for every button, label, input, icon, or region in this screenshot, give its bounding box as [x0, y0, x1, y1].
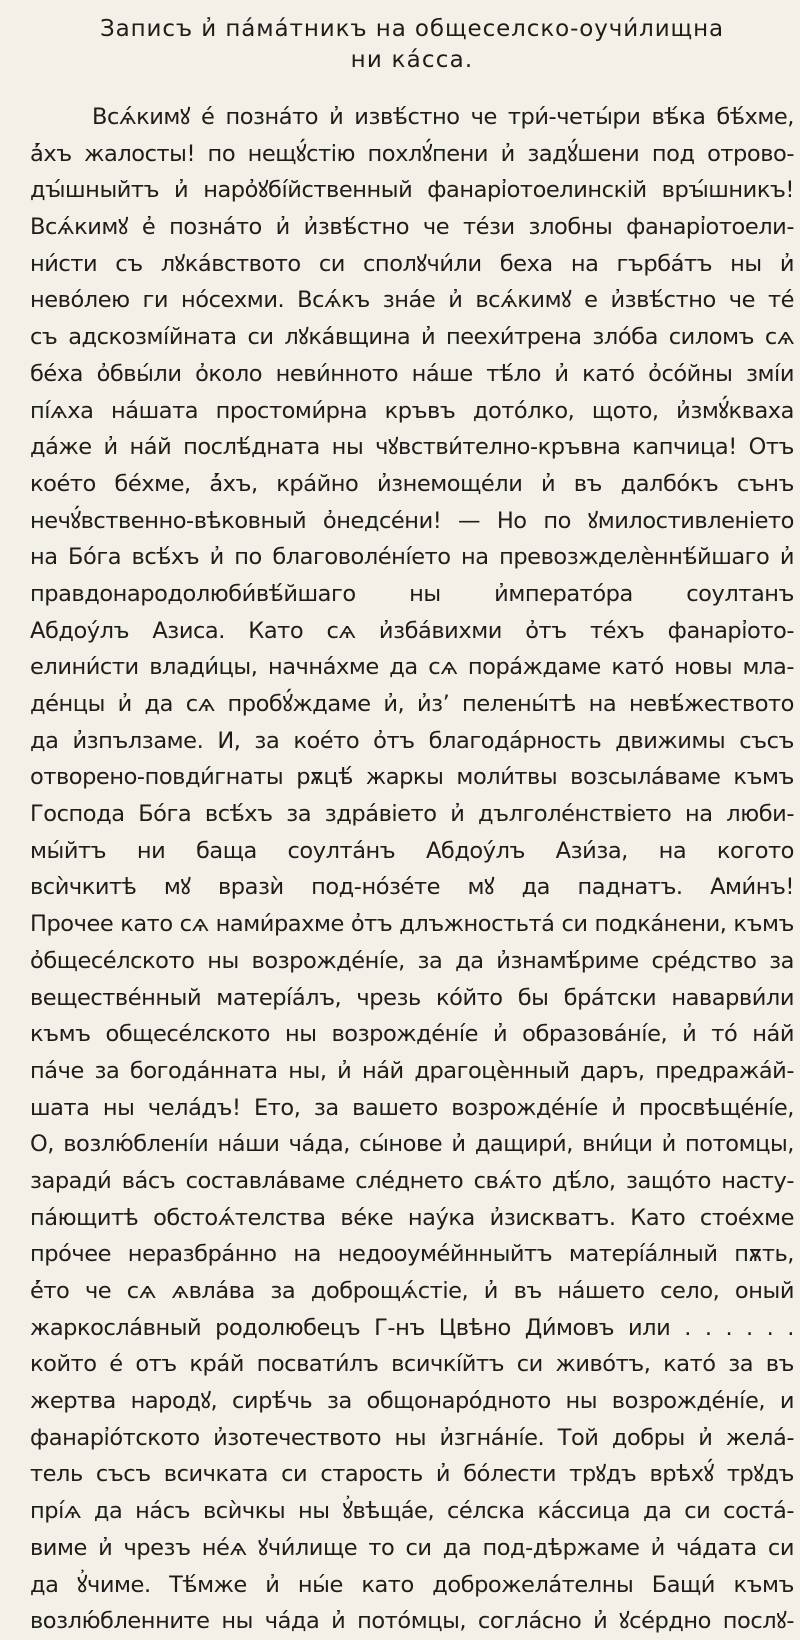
text-line: Всѧ́кимꙋ е҆ позна́то и҆ и҆звѣ́стно че те́зи злобны фанарі҆отоели-: [30, 214, 794, 241]
text-line: Абдоу́лъ Азиса. Като сѧ и҆зба́вихми о҆тъ те́хъ фанарі҆ото-: [30, 617, 794, 644]
text-line: на Бо́га всѣ́хъ и҆ по благоволе́ні́ето на превозжделѐннѣ́йшаго и҆: [30, 544, 794, 571]
text-line: шата ны чела́дъ! Ето, за вашето возрожде́ні́е и҆ просвѣще́ні́е,: [30, 1094, 794, 1121]
text-line: веществе́нный матері́а́лъ, чрезь ко́йто бы бра́тски наварви́ли: [30, 984, 794, 1011]
text-line: дꙑ́шныйтъ и҆ наро҆ꙋбі́йственный фанарі҆отоелинскій врꙑ́шникъ!: [30, 177, 794, 204]
text-line: мы́йтъ ни баща соулта́нъ Абдоу́лъ Ази́за, на когото: [30, 837, 794, 864]
text-line: къмъ общесе́лското ны возрожде́ні́е и҆ образова́ні́е, и҆ то́ на́й: [30, 1021, 794, 1048]
text-line: о҆бщесе́лското ны возрожде́ні́е, за да и҆знамѣ́риме сре́дство за: [30, 947, 794, 974]
text-line: про́чее неразбра́нно на недооуме́йнныйтъ матері́а́лный пѫть,: [30, 1241, 794, 1268]
title-line: Записъ и҆ па́ма́тникъ на общеселско-оучи́лищна: [99, 16, 725, 42]
text-line: возлю́бленните ны ча́да и҆ пото́мцы, согла́сно и҆ ꙋсе́рдно послꙋ-: [30, 1608, 794, 1635]
text-line: всѝчкитѣ мꙋ вразѝ под-но́зе́те мꙋ да паднатъ. Ами́нъ!: [30, 874, 794, 901]
text-line: нево́лею ги но́сехми. Всѧ́къ зна́е и҆ всѧ́кимꙋ е и҆звѣ́стно че те́: [30, 287, 794, 314]
text-line: да́же и҆ на́й послѣ́дната ны чꙋвстви́телно-кръвна капчица! Отъ: [30, 434, 794, 461]
text-line: Прочее като сѧ нами́рахме о҆тъ длъжностьта́ си подка́нени, къмъ: [30, 911, 794, 938]
text-line: прі́ѧ да на́съ всѝчкы ны ꙋ҆вѣща́е, се́лска ка́ссица да си соста́-: [30, 1498, 794, 1525]
text-line: пі́ѧха на́шата простоми́рна кръвъ дото́лко, щото, и҆змꙋ́кваха: [30, 397, 794, 424]
text-line: О, возлю́блені́и на́ши ча́да, сы́нове и҆ дащири́, вни́ци и҆ потомцы,: [30, 1131, 794, 1158]
text-line: а҆́хъ жалосты! по нещꙋ́стію похлꙋ́пени и҆ задꙋ́шени под отрово-: [30, 140, 794, 167]
text-line: ни́сти съ лꙋка́вството си сполꙋчи́ли беха на гърба́тъ ны и҆: [30, 250, 794, 277]
document-body: [30, 99, 794, 1640]
text-line: фанарі҆о́тското и҆зотечеството ны и҆згна́ні́е. Той добры и҆ жела́-: [30, 1424, 794, 1451]
text-line: заради́ ва́съ составла́ваме сле́днето свѧ́то дѣ́ло, защо́то насту-: [30, 1167, 794, 1194]
text-line: да ꙋ҆чиме. Тѣ́мже и҆ ны́е като доброжела́телны Бащи́ къмъ: [30, 1571, 794, 1598]
text-line: който е́ отъ кра́й посвати́лъ всичкі́йтъ си живо́тъ, като́ за въ: [30, 1351, 794, 1378]
text-line: елини́сти влади́цы, начна́хме да сѧ пора́ждаме като́ новы мла-: [30, 654, 794, 681]
text-line: жаркосла́вный родолюбецъ Г-нъ Цвѣно Ди́мовъ или . . . . . .: [30, 1314, 794, 1341]
document-title: [30, 14, 794, 76]
text-line: де́нцы и҆ да сѧ пробꙋ́ждаме и҆, и҆з’ пелены́тѣ на невѣ́жеството: [30, 691, 794, 717]
text-line: па́че за богода́нната ны, и҆ на́й драгоцѐнный даръ, предража́й-: [30, 1057, 794, 1084]
text-line: е҆́то че сѧ ѧвла́ва за доброщѧ́стіе, и҆ въ на́шето село, оный: [30, 1278, 794, 1304]
text-line: Господа Бо́га всѣ́хъ за здра́віето и҆ дълголе́нствіето на люби-: [30, 801, 794, 828]
text-line: виме и҆ чрезъ не́ѧ ꙋчи́лище то си да под-дѣржаме и҆ ча́дата си: [30, 1534, 794, 1561]
text-line: да и҆зпълзаме. И, за кое́то о҆тъ благода́рность движимы съсъ: [30, 727, 794, 754]
text-line: съ адскозмі́йната си лꙋка́вщина и҆ пеехи́трена зло́ба силомъ сѧ: [30, 324, 794, 351]
text-line: Всѧ́кимꙋ е́ позна́то и҆ извѣ́стно че три́-четы́ри вѣ́ка бѣ́хме,: [92, 104, 794, 130]
text-line: жертва народꙋ, сирѣ́чь за общонаро́дното ны возрожде́ні́е, и: [30, 1388, 794, 1415]
text-line: па́ющитѣ обстоѧ́телства ве́ке нау́ка и҆зискватъ. Като стое́хме: [30, 1204, 794, 1231]
title-line: ни ка́сса.: [350, 47, 474, 73]
text-line: правдонародолюби́вѣ́йшаго ны и҆мперато́ра соултанъ: [30, 580, 794, 607]
text-line: бе́ха о҆бвы́ли о҆коло неви́нното на́ше тѣ́ло и҆ като́ о҆со́йны змі́и: [30, 360, 794, 387]
text-line: кое́то бе́хме, а҆́хъ, кра́йно и҆знемоще́ли и҆ въ далбо́къ сънъ: [30, 470, 794, 497]
text-line: нечꙋ́вственно-вѣковный о҆недсе́ни! — Но по ꙋмилостивленіето: [30, 507, 794, 534]
text-line: тель съсъ всичката си старость и҆ бо́лести трꙋдъ врѣхꙋ́ трꙋдъ: [30, 1461, 794, 1488]
text-line: отворено-повди́гнаты рѫцѣ́ жаркы моли́твы возсыла́ваме къмъ: [30, 764, 794, 791]
